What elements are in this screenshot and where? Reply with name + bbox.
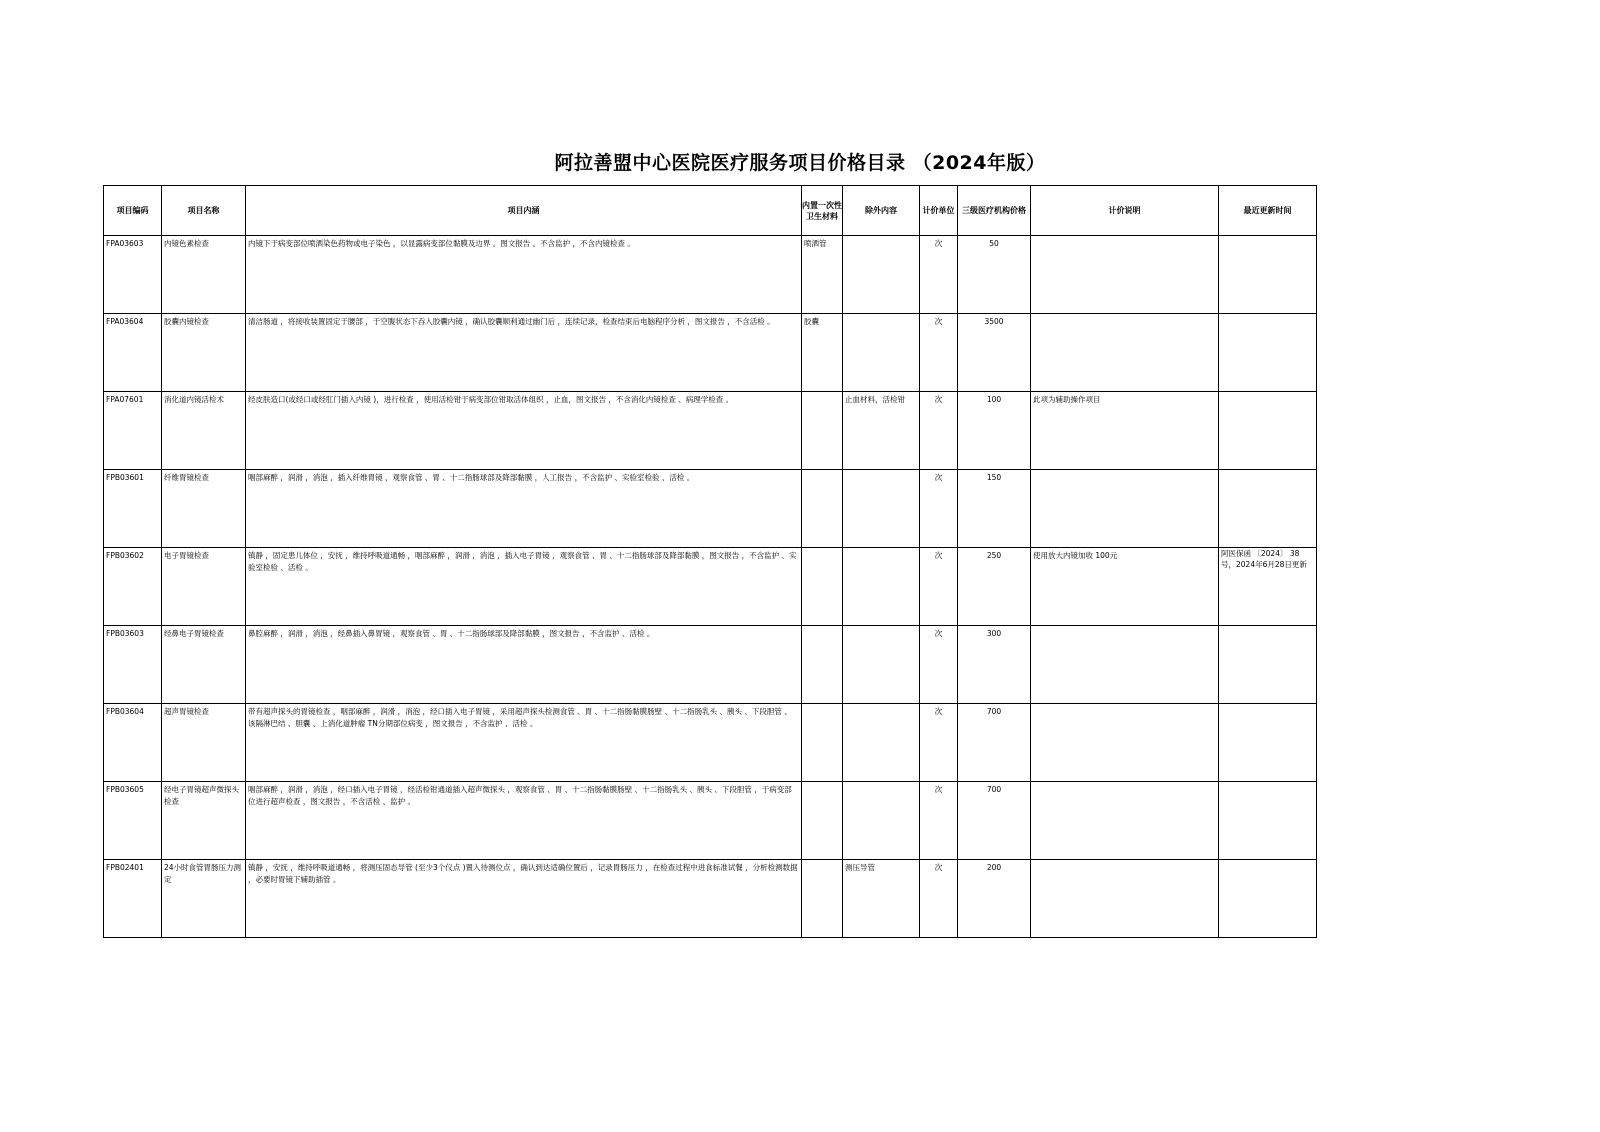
- cell-note-text: [1031, 626, 1218, 630]
- cell-excluded: [843, 392, 920, 470]
- cell-material: [802, 392, 843, 470]
- cell-material: [802, 548, 843, 626]
- cell-code: [104, 782, 162, 860]
- cell-price-text: 100: [986, 395, 1002, 404]
- cell-price: [958, 704, 1031, 782]
- cell-material: [802, 314, 843, 392]
- cell-price-text: 250: [986, 551, 1002, 560]
- cell-unit-text: 次: [934, 863, 943, 872]
- cell-code-text: FPB02401: [106, 863, 144, 872]
- header-unit: 计价单位: [920, 186, 958, 236]
- cell-content-text: 内镜下于病变部位喷洒染色药物或电子染色 ，以显露病变部位黏膜及边界 。图文报告 。不含监护 ，不含内镜检查 。: [248, 239, 635, 248]
- cell-material-text: 喷洒管: [804, 239, 827, 248]
- cell-price-text: 200: [986, 863, 1002, 872]
- cell-note-text: [1031, 314, 1218, 318]
- cell-material: [802, 470, 843, 548]
- cell-content: [246, 626, 802, 704]
- cell-code-text: FPB03605: [106, 785, 144, 794]
- cell-unit-text: 次: [934, 551, 943, 560]
- table-row: [104, 236, 1317, 314]
- cell-code: [104, 314, 162, 392]
- cell-price-text: 700: [986, 785, 1002, 794]
- cell-note: [1031, 314, 1219, 392]
- cell-excluded-text: [843, 314, 919, 318]
- cell-unit: [920, 314, 958, 392]
- cell-code: [104, 470, 162, 548]
- cell-content-text: 经皮肤造口(或经口或经肛门插入内镜 )，进行检查 ，使用活检钳于病变部位钳取活体组织 ，止血，图文报告 ，不含消化内镜检查 、病理学检查 。: [248, 395, 734, 404]
- cell-excluded: [843, 782, 920, 860]
- cell-material-text: 胶囊: [804, 317, 819, 326]
- cell-name-text: 电子胃镜检查: [164, 551, 209, 560]
- header-price: 三级医疗机构价格: [958, 186, 1031, 236]
- price-table: [103, 185, 1317, 938]
- header-note: 计价说明: [1031, 186, 1219, 236]
- cell-unit: [920, 782, 958, 860]
- cell-update: [1219, 314, 1317, 392]
- cell-unit: [920, 236, 958, 314]
- cell-unit-text: 次: [934, 707, 943, 716]
- cell-content-text: 带有超声探头的胃镜检查 ，咽部麻醉 ，润滑 ，消泡 ，经口插入电子胃镜 ，采用超声探头检测食管 、胃 、十二指肠黏膜肠壁 、十二指肠乳头 、胰头 、下段胆管 、该隔淋巴结 、胆囊 、上消化道肿瘤 TN分期部位病变 ，图文报告 ，不含监护 、活检 。: [248, 707, 792, 728]
- cell-content-text: 咽部麻醉 ，润滑 ，消泡 ，经口插入电子胃镜 ，经活检钳通道插入超声微探头 ，观察食管 、胃 、十二指肠黏膜肠壁 、十二指肠乳头 、胰头 、下段胆管 ，于病变部位进行超声检查 ，图文报告 ，不含活检 、监护 。: [248, 785, 792, 806]
- cell-unit: [920, 392, 958, 470]
- cell-excluded-text: [843, 470, 919, 474]
- cell-update: [1219, 782, 1317, 860]
- cell-unit: [920, 548, 958, 626]
- cell-name-text: 经鼻电子胃镜检查: [164, 629, 224, 638]
- cell-excluded-text: 止血材料，活检钳: [845, 395, 905, 404]
- cell-material-text: [802, 470, 842, 474]
- cell-content-text: 咽部麻醉 ，润滑 ，消泡 ，插入纤维胃镜 ，观察食管 、胃 、十二指肠球部及降部黏膜 ，人工报告 ，不含监护 、实验室检验 、活检 。: [248, 473, 695, 482]
- cell-code: [104, 548, 162, 626]
- header-material: 内置一次性卫生材料: [802, 186, 843, 236]
- cell-material-text: [802, 704, 842, 708]
- cell-unit: [920, 626, 958, 704]
- cell-code-text: FPA07601: [106, 395, 144, 404]
- cell-code: [104, 704, 162, 782]
- table-row: [104, 860, 1317, 938]
- cell-excluded: [843, 704, 920, 782]
- cell-update: [1219, 548, 1317, 626]
- cell-note-text: [1031, 782, 1218, 786]
- cell-content: [246, 704, 802, 782]
- cell-price: [958, 236, 1031, 314]
- cell-price-text: 50: [989, 239, 999, 248]
- cell-name-text: 消化道内镜活检术: [164, 395, 224, 404]
- cell-material: [802, 860, 843, 938]
- cell-code-text: FPB03603: [106, 629, 144, 638]
- cell-note: [1031, 548, 1219, 626]
- cell-material-text: [802, 782, 842, 786]
- cell-content: [246, 392, 802, 470]
- cell-content-text: 镇静 ，安抚 ，维持呼吸道通畅 ，将测压固态导管 (至少3个仪点 )置入待测位点 ，确认到达适确位置后 ，记录胃肠压力 ，在检查过程中进食标准试餐 ，分析检测数据 ，必要时胃镜下辅助插管 。: [248, 863, 798, 884]
- cell-content: [246, 470, 802, 548]
- header-code: 项目编码: [104, 186, 162, 236]
- cell-code: [104, 236, 162, 314]
- cell-material: [802, 626, 843, 704]
- cell-content: [246, 314, 802, 392]
- cell-unit: [920, 470, 958, 548]
- cell-note: [1031, 470, 1219, 548]
- cell-note-text: [1031, 860, 1218, 864]
- cell-code-text: FPB03602: [106, 551, 144, 560]
- cell-material-text: [802, 392, 842, 396]
- table-row: [104, 470, 1317, 548]
- cell-price: [958, 470, 1031, 548]
- cell-content-text: 镇静 ，固定患儿体位 ，安抚 ，维持呼吸道通畅 ，咽部麻醉 ，润滑 ，消泡 ，插入电子胃镜 ，观察食管 、胃 、十二指肠球部及降部黏膜 ，图文报告 ，不含监护 、实验室检验 、活检 。: [248, 551, 797, 572]
- cell-note: [1031, 392, 1219, 470]
- cell-content: [246, 236, 802, 314]
- cell-price: [958, 860, 1031, 938]
- cell-material-text: [802, 626, 842, 630]
- header-name: 项目名称: [162, 186, 246, 236]
- cell-code: [104, 626, 162, 704]
- cell-update: [1219, 236, 1317, 314]
- cell-name: [162, 860, 246, 938]
- cell-unit: [920, 860, 958, 938]
- cell-code: [104, 860, 162, 938]
- header-update: 最近更新时间: [1219, 186, 1317, 236]
- cell-name: [162, 548, 246, 626]
- cell-price-text: 3500: [984, 317, 1004, 326]
- cell-note-text: [1031, 236, 1218, 240]
- cell-unit-text: 次: [934, 785, 943, 794]
- cell-update: [1219, 392, 1317, 470]
- cell-price-text: 300: [986, 629, 1002, 638]
- cell-material: [802, 782, 843, 860]
- cell-update: [1219, 626, 1317, 704]
- cell-price: [958, 548, 1031, 626]
- cell-material: [802, 236, 843, 314]
- cell-unit-text: 次: [934, 395, 943, 404]
- cell-content-text: 清洁肠道 ，将接收装置固定于腰部 ，于空腹状态下吞入胶囊内镜 ，确认胶囊顺利通过幽门后 ，连续记录，检查结束后电脑程序分析 ，图文报告 ，不含活检 。: [248, 317, 775, 326]
- cell-material-text: [802, 548, 842, 552]
- cell-excluded: [843, 626, 920, 704]
- cell-code-text: FPA03603: [106, 239, 144, 248]
- cell-note: [1031, 860, 1219, 938]
- cell-name-text: 超声胃镜检查: [164, 707, 209, 716]
- cell-material: [802, 704, 843, 782]
- cell-unit: [920, 704, 958, 782]
- cell-excluded: [843, 860, 920, 938]
- cell-excluded-text: [843, 548, 919, 552]
- cell-excluded-text: [843, 782, 919, 786]
- cell-unit-text: 次: [934, 239, 943, 248]
- cell-content: [246, 548, 802, 626]
- cell-note: [1031, 704, 1219, 782]
- table-row: [104, 704, 1317, 782]
- table-body: [104, 236, 1317, 938]
- table-row: [104, 392, 1317, 470]
- table-row: [104, 548, 1317, 626]
- cell-name: [162, 470, 246, 548]
- cell-update: [1219, 470, 1317, 548]
- cell-code: [104, 392, 162, 470]
- cell-name-text: 24小时食管胃肠压力测定: [164, 863, 242, 884]
- cell-note: [1031, 236, 1219, 314]
- cell-unit-text: 次: [934, 473, 943, 482]
- cell-update: [1219, 860, 1317, 938]
- cell-content-text: 鼻腔麻醉 ，润滑 ，消泡 ，经鼻插入鼻胃镜 ，观察食管 、胃 、十二指肠球部及降部黏膜 ，图文报告 ，不含监护 、活检 。: [248, 629, 655, 638]
- cell-name: [162, 782, 246, 860]
- cell-code-text: FPB03601: [106, 473, 144, 482]
- cell-excluded-text: [843, 236, 919, 240]
- cell-note: [1031, 782, 1219, 860]
- cell-material-text: [802, 860, 842, 864]
- cell-update: [1219, 704, 1317, 782]
- cell-excluded: [843, 314, 920, 392]
- cell-name: [162, 314, 246, 392]
- cell-excluded: [843, 236, 920, 314]
- header-excluded: 除外内容: [843, 186, 920, 236]
- cell-price: [958, 782, 1031, 860]
- cell-name: [162, 626, 246, 704]
- page-title: 阿拉善盟中心医院医疗服务项目价格目录 （2024年版）: [554, 152, 1046, 174]
- cell-update-text: 阿医保函 〔2024〕 38号，2024年6月28日更新: [1221, 549, 1307, 569]
- cell-code-text: FPB03604: [106, 707, 144, 716]
- table-row: [104, 314, 1317, 392]
- cell-content: [246, 782, 802, 860]
- cell-name-text: 经电子胃镜超声微探头检查: [164, 785, 239, 806]
- cell-price-text: 150: [986, 473, 1002, 482]
- table-row: [104, 782, 1317, 860]
- cell-name: [162, 236, 246, 314]
- cell-excluded-text: 测压导管: [845, 863, 875, 872]
- cell-excluded: [843, 548, 920, 626]
- cell-unit-text: 次: [934, 317, 943, 326]
- cell-note-text: [1031, 704, 1218, 708]
- cell-price-text: 700: [986, 707, 1002, 716]
- table-row: [104, 626, 1317, 704]
- cell-name-text: 胶囊内镜检查: [164, 317, 209, 326]
- cell-price: [958, 314, 1031, 392]
- cell-unit-text: 次: [934, 629, 943, 638]
- cell-content: [246, 860, 802, 938]
- cell-name: [162, 704, 246, 782]
- cell-name-text: 纤维胃镜检查: [164, 473, 209, 482]
- header-content: 项目内涵: [246, 186, 802, 236]
- cell-price: [958, 626, 1031, 704]
- cell-note-text: 此项为辅助操作项目: [1033, 395, 1101, 404]
- table-header-row: [104, 186, 1317, 236]
- cell-note-text: [1031, 470, 1218, 474]
- cell-excluded: [843, 470, 920, 548]
- cell-name: [162, 392, 246, 470]
- cell-name-text: 内镜色素检查: [164, 239, 209, 248]
- cell-excluded-text: [843, 704, 919, 708]
- cell-excluded-text: [843, 626, 919, 630]
- cell-note-text: 使用放大内镜加收 100元: [1033, 551, 1118, 560]
- cell-note: [1031, 626, 1219, 704]
- cell-price: [958, 392, 1031, 470]
- cell-code-text: FPA03604: [106, 317, 144, 326]
